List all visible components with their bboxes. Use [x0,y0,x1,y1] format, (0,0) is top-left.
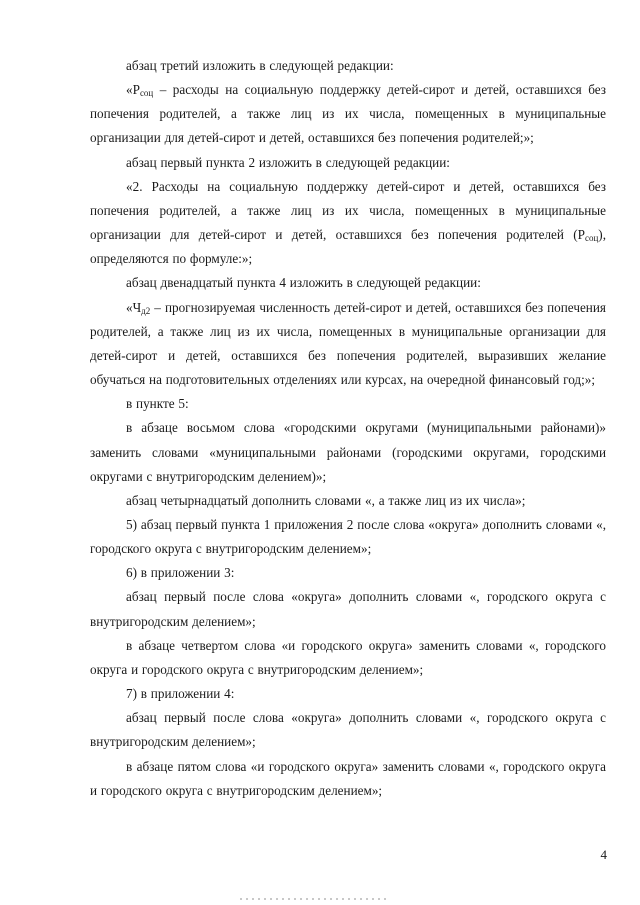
paragraph-text: – расходы на социальную поддержку детей-сирот и детей, оставшихся без попечения родителей, а также лиц из их числа, помещенных в муниципальные организации для детей-сирот и детей, оставшихся без попечения родителей;»; [90,82,606,146]
paragraph-text: абзац первый пункта 2 изложить в следующей редакции: [126,154,450,170]
paragraph-text: в пункте 5: [126,396,189,412]
paragraph-text: – прогнозируемая численность детей-сирот и детей, оставшихся без попечения родителей, а также лиц из их числа, помещенных в муниципальные организации для детей-сирот и детей, оставшихся без попечения родителей, выразивших желание обучаться на подготовительных отделениях или курсах, на очередной финансовый год;»; [90,299,606,388]
subscript-text: соц [139,88,154,99]
paragraph-text: абзац третий изложить в следующей редакции: [126,58,394,73]
page-number: 4 [600,847,607,862]
paragraph-text: в абзаце восьмом слова «городскими округами (муниципальными районами)» заменить словами «муниципальными районами (городскими округами, городскими округами с внутригородским делением)»; [90,420,606,484]
subscript-text: соц [584,233,599,244]
paragraph [90,706,606,754]
paragraph [90,296,606,393]
paragraph [90,392,606,416]
paragraph-text: в абзаце пятом слова «и городского округа» заменить словами «, городского округа и городского округа с внутригородским делением»; [90,758,606,798]
paragraph-text: в абзаце четвертом слова «и городского округа» заменить словами «, городского округа и городского округа с внутригородским делением»; [90,637,606,677]
paragraph [90,78,606,150]
paragraph-text: 7) в приложении 4: [126,686,235,702]
paragraph [90,585,606,633]
paragraph-text: абзац двенадцатый пункта 4 изложить в следующей редакции: [126,275,481,291]
paragraph-text: абзац первый после слова «округа» дополнить словами «, городского округа с внутригородским делением»; [90,710,606,750]
paragraph-text: 6) в приложении 3: [126,565,235,581]
document-body [90,54,606,803]
paragraph-text: абзац четырнадцатый дополнить словами «, а также лиц из их числа»; [126,492,526,508]
scan-artifact [240,898,390,900]
paragraph-text: ), определяются по формуле:»; [90,227,606,267]
paragraph [90,561,606,585]
paragraph-text: «Ч [126,299,142,315]
paragraph [90,54,606,78]
subscript-text: д2 [141,305,151,316]
paragraph [90,513,606,561]
paragraph-text: абзац первый после слова «округа» дополнить словами «, городского округа с внутригородским делением»; [90,589,606,629]
paragraph-text: «2. Расходы на социальную поддержку детей-сирот и детей, оставшихся без попечения родителей, а также лиц из их числа, помещенных в муниципальные организации для детей-сирот и детей, оставшихся без попечения родителей (Р [90,178,606,243]
paragraph [90,151,606,175]
paragraph [90,416,606,488]
paragraph [90,755,606,803]
paragraph [90,682,606,706]
paragraph [90,489,606,513]
paragraph [90,175,606,272]
paragraph [90,271,606,295]
paragraph [90,634,606,682]
paragraph-text: 5) абзац первый пункта 1 приложения 2 после слова «округа» дополнить словами «, городского округа с внутригородским делением»; [90,516,606,557]
paragraph-text: «Р [126,82,140,98]
